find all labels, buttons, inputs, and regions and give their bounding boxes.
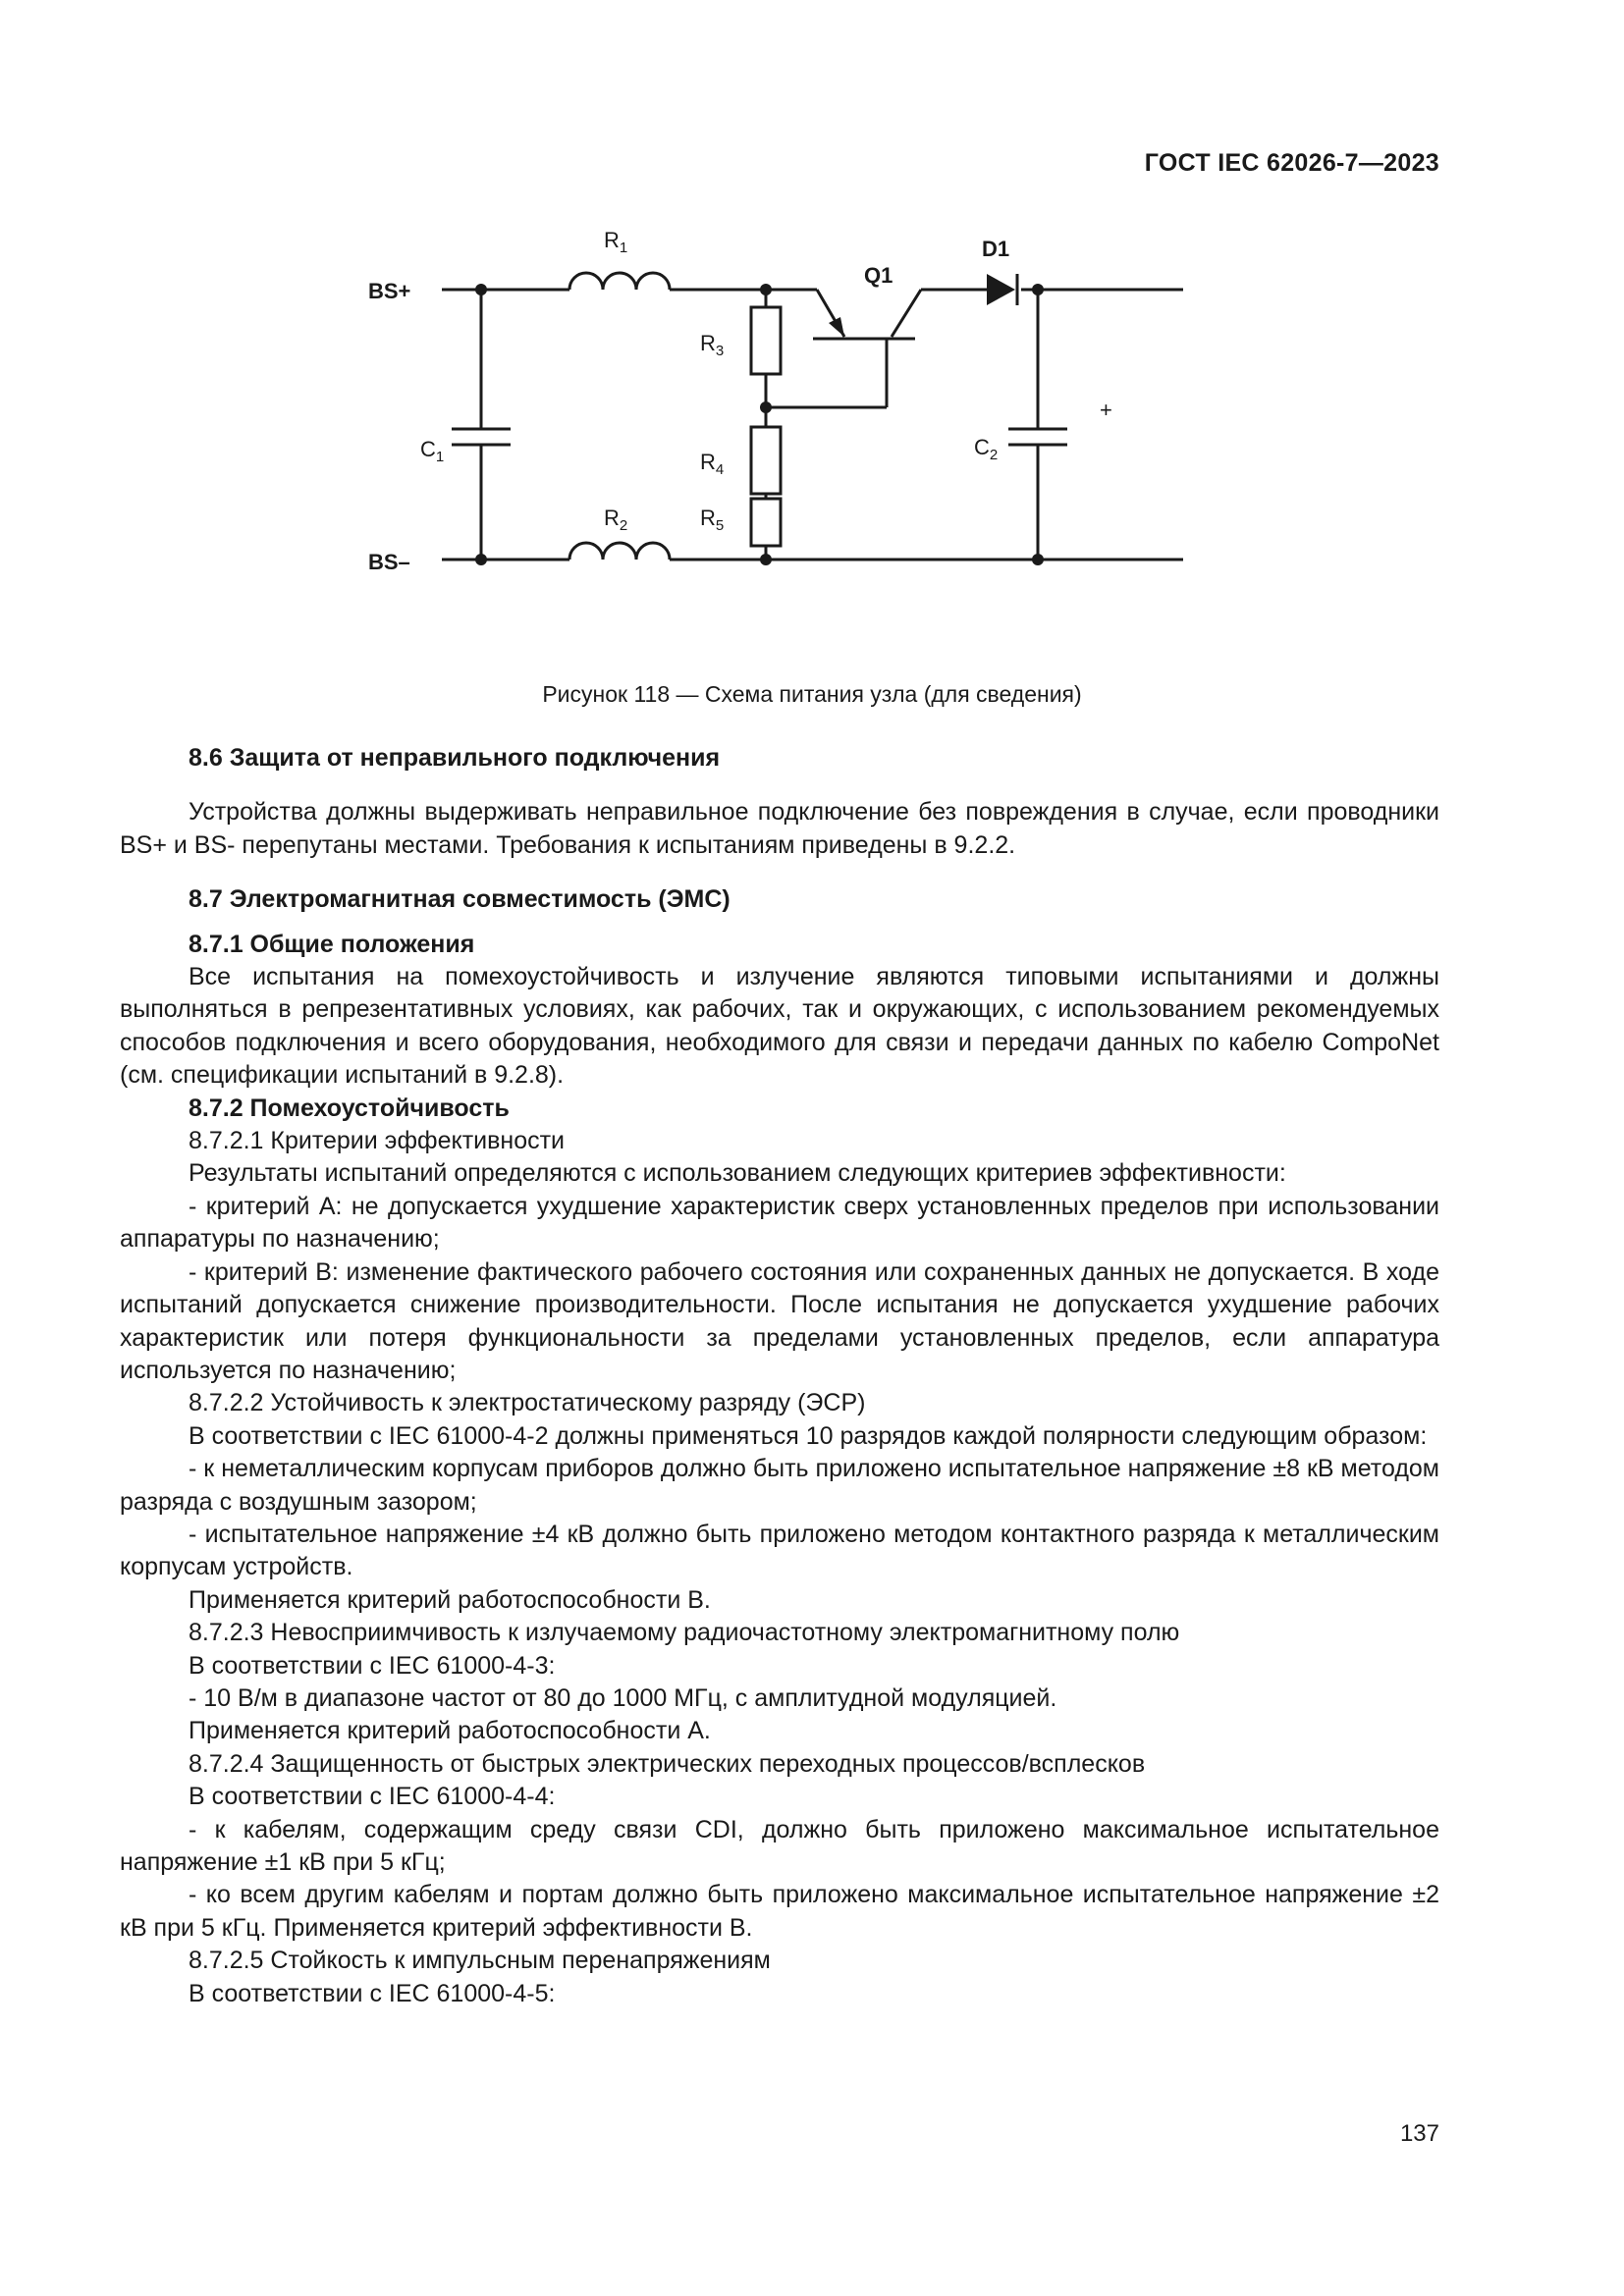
junction-dot <box>760 401 772 413</box>
paragraph: Результаты испытаний определяются с использованием следующих критериев эффективности: <box>189 1159 1286 1188</box>
junction-dot <box>1032 554 1044 565</box>
inductor-r2 <box>569 543 670 560</box>
document-body <box>120 742 1439 2010</box>
subsection-title: 8.7.2.2 Устойчивость к электростатическому разряду (ЭСР) <box>189 1389 866 1417</box>
circuit-diagram-svg <box>353 221 1237 672</box>
section-heading-8-6: 8.6 Защита от неправильного подключения <box>189 744 721 772</box>
document-header: ГОСТ IEC 62026-7—2023 <box>1144 149 1439 177</box>
junction-dot <box>1032 284 1044 295</box>
list-item: - к кабелям, содержащим среду связи CDI, должно быть приложено максимальное испытательное напряжение ±1 кВ при 5 кГц; <box>120 1815 1439 1876</box>
resistor-r5 <box>751 499 781 546</box>
subsection-title: 8.7.2.3 Невосприимчивость к излучаемому радиочастотному электромагнитному полю <box>189 1619 1180 1647</box>
label-d1: D1 <box>982 237 1010 261</box>
resistor-r4 <box>751 427 781 494</box>
q1-arrow-icon <box>829 317 844 337</box>
list-item: - ко всем другим кабелям и портам должно быть приложено максимальное испытательное напряжение ±2 кВ при 5 кГц. Применяется критерий эффективности В. <box>120 1881 1439 1942</box>
circuit-diagram <box>353 221 1237 672</box>
section-heading-8-7-1: 8.7.1 Общие положения <box>189 930 475 958</box>
paragraph: В соответствии с IEC 61000-4-4: <box>189 1783 556 1811</box>
paragraph: Устройства должны выдерживать неправильное подключение без повреждения в случае, если проводники BS+ и BS- перепутаны местами. Требования к испытаниям приведены в 9.2.2. <box>120 798 1439 859</box>
junction-dot <box>475 554 487 565</box>
diode-d1-icon <box>987 274 1015 305</box>
q1-collector <box>892 290 921 337</box>
paragraph: В соответствии с IEC 61000-4-3: <box>189 1651 556 1680</box>
label-r3: $R_3$ <box>700 331 725 359</box>
figure-caption: Рисунок 118 — Схема питания узла (для сведения) <box>542 681 1082 707</box>
label-q1: Q1 <box>864 263 893 288</box>
resistor-r3 <box>751 307 781 374</box>
list-item: - критерий В: изменение фактического рабочего состояния или сохраненных данных не допускается. В ходе испытаний допускается снижение производительности. После испытания не допускается ухудшение рабочих характеристик или потеря функциональности за пределами установленных пределов, если аппаратура используется по назначению; <box>120 1257 1439 1384</box>
list-item: - критерий А: не допускается ухудшение характеристик сверх установленных пределов при использовании аппаратуры по назначению; <box>120 1192 1439 1254</box>
list-item: - испытательное напряжение ±4 кВ должно быть приложено методом контактного разряда к металлическим корпусам устройств. <box>120 1520 1439 1581</box>
section-heading-8-7-2: 8.7.2 Помехоустойчивость <box>189 1094 510 1122</box>
label-r5: $R_5$ <box>700 506 725 534</box>
paragraph: В соответствии с IEC 61000-4-5: <box>189 1979 556 2007</box>
paragraph: В соответствии с IEC 61000-4-2 должны применяться 10 разрядов каждой полярности следующим образом: <box>189 1421 1428 1450</box>
junction-dot <box>760 284 772 295</box>
label-c2: $C_2$ <box>974 435 999 463</box>
page-number: 137 <box>1399 2120 1439 2147</box>
junction-dot <box>475 284 487 295</box>
subsection-title: 8.7.2.5 Стойкость к импульсным перенапряжениям <box>189 1947 771 1975</box>
label-bs-plus: BS+ <box>368 279 411 303</box>
label-r2: $R_2$ <box>604 506 628 534</box>
label-r1: $R_1$ <box>604 228 628 256</box>
subsection-title: 8.7.2.4 Защищенность от быстрых электрических переходных процессов/всплесков <box>189 1749 1146 1778</box>
section-heading-8-7: 8.7 Электромагнитная совместимость (ЭМС) <box>189 885 731 914</box>
label-c2-plus: + <box>1100 398 1112 422</box>
subsection-title: 8.7.2.1 Критерии эффективности <box>189 1127 566 1155</box>
list-item: - 10 В/м в диапазоне частот от 80 до 1000 МГц, с амплитудной модуляцией. <box>189 1683 1057 1712</box>
paragraph: Применяется критерий работоспособности В. <box>189 1585 711 1614</box>
paragraph: Применяется критерий работоспособности А. <box>189 1717 711 1745</box>
inductor-r1 <box>569 273 670 290</box>
label-bs-minus: BS– <box>368 550 410 574</box>
label-r4: $R_4$ <box>700 450 725 478</box>
list-item: - к неметаллическим корпусам приборов должно быть приложено испытательное напряжение ±8 кВ методом разряда с воздушным зазором; <box>120 1455 1439 1516</box>
junction-dot <box>760 554 772 565</box>
paragraph: Все испытания на помехоустойчивость и излучение являются типовыми испытаниями и должны выполняться в репрезентативных условиях, как рабочих, так и окружающих, с использованием рекомендуемых способов подключения и всего оборудования, необходимого для связи и передачи данных по кабелю CompoNet (см. спецификации испытаний в 9.2.8). <box>120 963 1439 1090</box>
label-c1: $C_1$ <box>420 437 445 465</box>
